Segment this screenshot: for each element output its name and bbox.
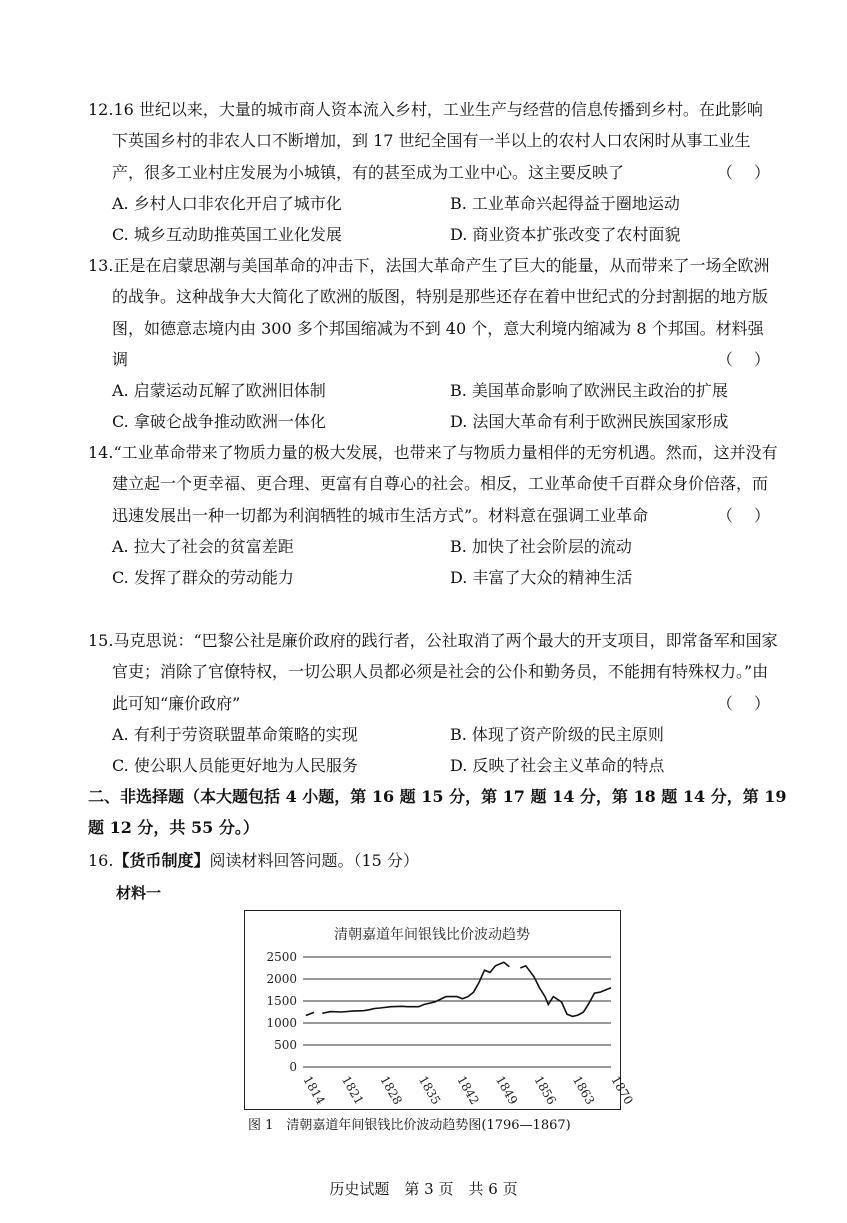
option-c[interactable]: C. 使公职人员能更好地为人民服务 bbox=[112, 756, 358, 776]
option-b[interactable]: B. 加快了社会阶层的流动 bbox=[450, 536, 632, 556]
question-text: “工业革命带来了物质力量的极大发展，也带来了与物质力量相伴的无穷机遇。然而，这并没有建立起一个更幸福、更合理、更富有自尊心的社会。相反，工业革命使千百群众身价倍落，而迅速发展出一种一切都为利润牺牲的城市生活方式”。材料意在强调工业革命 bbox=[112, 443, 778, 525]
options bbox=[88, 375, 778, 438]
y-tick-label: 0 bbox=[289, 1060, 297, 1074]
option-a[interactable]: A. 有利于劳资联盟革命策略的实现 bbox=[112, 724, 358, 744]
x-tick-label: 1870 bbox=[608, 1073, 636, 1107]
question-16 bbox=[88, 845, 788, 876]
page-footer: 历史试题 第 3 页 共 6 页 bbox=[329, 1180, 518, 1198]
option-b[interactable]: B. 工业革命兴起得益于圈地运动 bbox=[450, 193, 680, 213]
question-number: 13. bbox=[88, 256, 114, 275]
question-stem bbox=[88, 625, 778, 719]
series-line bbox=[520, 966, 611, 1017]
question-15 bbox=[88, 625, 778, 781]
y-tick-label: 500 bbox=[274, 1038, 297, 1052]
chart-frame bbox=[244, 910, 636, 1110]
line-chart bbox=[245, 911, 636, 1109]
option-a[interactable]: A. 启蒙运动瓦解了欧洲旧体制 bbox=[112, 381, 326, 401]
option-d[interactable]: D. 商业资本扩张改变了农村面貌 bbox=[450, 225, 681, 245]
material-label: 材料一 bbox=[116, 884, 162, 902]
options bbox=[88, 188, 778, 251]
y-tick-label: 2500 bbox=[266, 950, 297, 964]
chart-title: 清朝嘉道年间银钱比价波动趋势 bbox=[334, 927, 530, 943]
answer-parentheses[interactable]: （ ） bbox=[716, 693, 778, 713]
answer-parentheses[interactable]: （ ） bbox=[716, 505, 778, 525]
options bbox=[88, 719, 778, 782]
question-13 bbox=[88, 250, 778, 438]
question-text: 马克思说：“巴黎公社是廉价政府的践行者，公社取消了两个最大的开支项目，即常备军和国家官吏；消除了官僚特权，一切公职人员都必须是社会的公仆和勤务员，不能拥有特殊权力。”由此可知“廉价政府” bbox=[112, 631, 778, 713]
x-tick-label: 1814 bbox=[300, 1073, 328, 1107]
question-stem bbox=[88, 94, 778, 188]
question-number: 14. bbox=[88, 443, 114, 462]
option-c[interactable]: C. 城乡互动助推英国工业化发展 bbox=[112, 225, 342, 245]
option-b[interactable]: B. 体现了资产阶级的民主原则 bbox=[450, 724, 664, 744]
section-2-text: 二、非选择题（本大题包括 4 小题，第 16 题 15 分，第 17 题 14 分，第 18 题 14 分，第 19 题 12 分，共 55 分。） bbox=[88, 787, 787, 838]
question-tag: 【货币制度】 bbox=[113, 851, 210, 870]
figure-caption: 图 1 清朝嘉道年间银钱比价波动趋势图(1796—1867) bbox=[248, 1118, 571, 1133]
question-12 bbox=[88, 94, 778, 250]
answer-parentheses[interactable]: （ ） bbox=[716, 162, 778, 182]
option-c[interactable]: C. 拿破仑战争推动欧洲一体化 bbox=[112, 412, 326, 432]
series-line bbox=[322, 962, 509, 1013]
option-d[interactable]: D. 法国大革命有利于欧洲民族国家形成 bbox=[450, 412, 729, 432]
series-line bbox=[306, 1012, 314, 1015]
y-tick-label: 2000 bbox=[266, 972, 297, 986]
x-tick-label: 1856 bbox=[531, 1073, 559, 1107]
option-a[interactable]: A. 乡村人口非农化开启了城市化 bbox=[112, 193, 342, 213]
x-tick-label: 1842 bbox=[454, 1073, 482, 1107]
x-tick-label: 1835 bbox=[415, 1073, 444, 1107]
question-number: 12. bbox=[88, 100, 114, 119]
section-2-header bbox=[88, 781, 788, 844]
question-text: 阅读材料回答问题。（15 分） bbox=[209, 851, 419, 870]
question-text: 正是在启蒙思潮与美国革命的冲击下，法国大革命产生了巨大的能量，从而带来了一场全欧洲的战争。这种战争大大简化了欧洲的版图，特别是那些还存在着中世纪式的分封割据的地方版图，如德意志境内由 300 多个邦国缩减为不到 40 个，意大利境内缩减为 8 个邦国。材料强调 bbox=[112, 256, 770, 369]
option-d[interactable]: D. 丰富了大众的精神生活 bbox=[450, 568, 633, 588]
x-tick-label: 1863 bbox=[569, 1073, 598, 1107]
y-tick-label: 1000 bbox=[266, 1016, 297, 1030]
option-c[interactable]: C. 发挥了群众的劳动能力 bbox=[112, 568, 294, 588]
question-text: 16 世纪以来，大量的城市商人资本流入乡村，工业生产与经营的信息传播到乡村。在此影响下英国乡村的非农人口不断增加，到 17 世纪全国有一半以上的农村人口农闲时从事工业生产，很多工业村庄发展为小城镇，有的甚至成为工业中心。这主要反映了 bbox=[112, 100, 763, 182]
option-d[interactable]: D. 反映了社会主义革命的特点 bbox=[450, 756, 665, 776]
answer-parentheses[interactable]: （ ） bbox=[716, 349, 778, 369]
x-tick-label: 1849 bbox=[492, 1073, 521, 1107]
x-tick-label: 1828 bbox=[377, 1073, 405, 1107]
question-stem bbox=[88, 437, 778, 531]
question-14 bbox=[88, 437, 778, 593]
options bbox=[88, 531, 778, 594]
option-a[interactable]: A. 拉大了社会的贫富差距 bbox=[112, 536, 294, 556]
question-number: 16. bbox=[88, 851, 114, 870]
question-stem bbox=[88, 250, 778, 375]
option-b[interactable]: B. 美国革命影响了欧洲民主政治的扩展 bbox=[450, 381, 728, 401]
y-tick-label: 1500 bbox=[266, 994, 297, 1008]
x-tick-label: 1821 bbox=[338, 1073, 367, 1107]
question-number: 15. bbox=[88, 631, 114, 650]
